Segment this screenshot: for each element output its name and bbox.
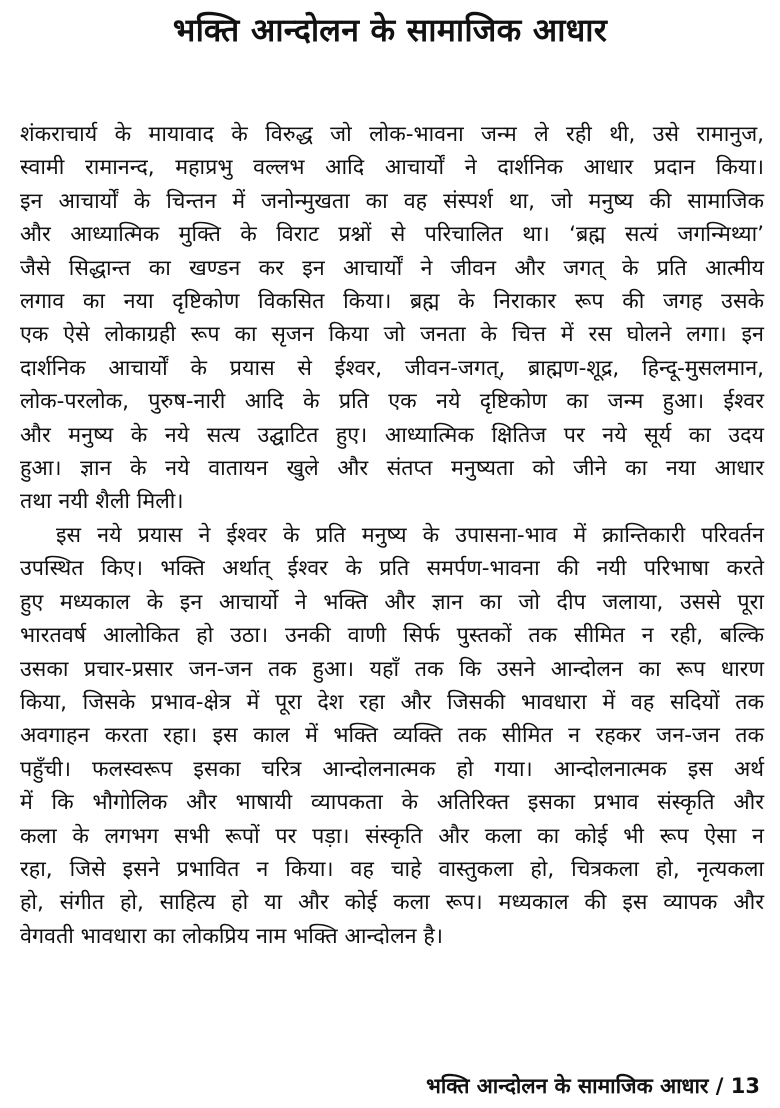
text-line: एक ऐसे लोकाग्रही रूप का सृजन किया जो जनता के चित्त में रस घोलने लगा। इन bbox=[20, 322, 764, 348]
paragraph-1 bbox=[20, 118, 764, 519]
body-text bbox=[20, 118, 764, 953]
text-line: और मनुष्य के नये सत्य उद्घाटित हुए। आध्यात्मिक क्षितिज पर नये सूर्य का उदय bbox=[20, 422, 764, 448]
text-line: पहुँची। फलस्वरूप इसका चरित्र आन्दोलनात्मक हो गया। आन्दोलनात्मक इस अर्थ bbox=[20, 756, 764, 782]
chapter-title: भक्ति आन्दोलन के सामाजिक आधार bbox=[172, 11, 608, 49]
text-line: हुए मध्यकाल के इन आचार्यो ने भक्ति और ज्ञान का जो दीप जलाया, उससे पूरा bbox=[20, 589, 764, 615]
text-line: शंकराचार्य के मायावाद के विरुद्ध जो लोक-भावना जन्म ले रही थी, उसे रामानुज, bbox=[20, 122, 764, 147]
paragraph-2 bbox=[20, 519, 764, 953]
text-line: उसका प्रचार-प्रसार जन-जन तक हुआ। यहाँ तक कि उसने आन्दोलन का रूप धारण bbox=[20, 656, 764, 682]
text-line: में कि भौगोलिक और भाषायी व्यापकता के अतिरिक्त इसका प्रभाव संस्कृति और bbox=[20, 790, 764, 816]
text-line: और आध्यात्मिक मुक्ति के विराट प्रश्नों से परिचालित था। ‘ब्रह्म सत्यं जगन्मिथ्या’ bbox=[20, 222, 764, 248]
text-line: तथा नयी शैली मिली। bbox=[20, 489, 184, 515]
text-line: वेगवती भावधारा का लोकप्रिय नाम भक्ति आन्दोलन है। bbox=[20, 923, 443, 949]
text-line: इन आचार्यों के चिन्तन में जनोन्मुखता का वह संस्पर्श था, जो मनुष्य की सामाजिक bbox=[20, 188, 764, 214]
text-line: हो, संगीत हो, साहित्य हो या और कोई कला रूप। मध्यकाल की इस व्यापक और bbox=[20, 890, 764, 916]
text-line: स्वामी रामानन्द, महाप्रभु वल्लभ आदि आचार्यों ने दार्शनिक आधार प्रदान किया। bbox=[20, 155, 764, 181]
text-line: किया, जिसके प्रभाव-क्षेत्र में पूरा देश रहा और जिसकी भावधारा में वह सदियों तक bbox=[20, 689, 764, 715]
running-footer: भक्ति आन्दोलन के सामाजिक आधार / 13 bbox=[426, 1074, 760, 1098]
text-line: लगाव का नया दृष्टिकोण विकसित किया। ब्रह्म के निराकार रूप की जगह उसके bbox=[20, 289, 764, 315]
text-line: उपस्थित किए। भक्ति अर्थात् ईश्वर के प्रति समर्पण-भावना की नयी परिभाषा करते bbox=[20, 556, 764, 582]
text-line: दार्शनिक आचार्यों के प्रयास से ईश्वर, जीवन-जगत्, ब्राह्मण-शूद्र, हिन्दू-मुसलमान, bbox=[20, 355, 764, 381]
text-line: अवगाहन करता रहा। इस काल में भक्ति व्यक्ति तक सीमित न रहकर जन-जन तक bbox=[20, 723, 764, 749]
text-line: भारतवर्ष आलोकित हो उठा। उनकी वाणी सिर्फ पुस्तकों तक सीमित न रही, बल्कि bbox=[20, 623, 764, 649]
text-line: जैसे सिद्धान्त का खण्डन कर इन आचार्यों ने जीवन और जगत् के प्रति आत्मीय bbox=[20, 255, 764, 281]
text-line: कला के लगभग सभी रूपों पर पड़ा। संस्कृति और कला का कोई भी रूप ऐसा न bbox=[20, 823, 764, 849]
text-line: इस नये प्रयास ने ईश्वर के प्रति मनुष्य के उपासना-भाव में क्रान्तिकारी परिवर्तन bbox=[56, 522, 764, 548]
text-line: लोक-परलोक, पुरुष-नारी आदि के प्रति एक नये दृष्टिकोण का जन्म हुआ। ईश्वर bbox=[20, 389, 764, 415]
text-line: हुआ। ज्ञान के नये वातायन खुले और संतप्त मनुष्यता को जीने का नया आधार bbox=[20, 456, 764, 482]
text-line: रहा, जिसे इसने प्रभावित न किया। वह चाहे वास्तुकला हो, चित्रकला हो, नृत्यकला bbox=[20, 856, 764, 882]
